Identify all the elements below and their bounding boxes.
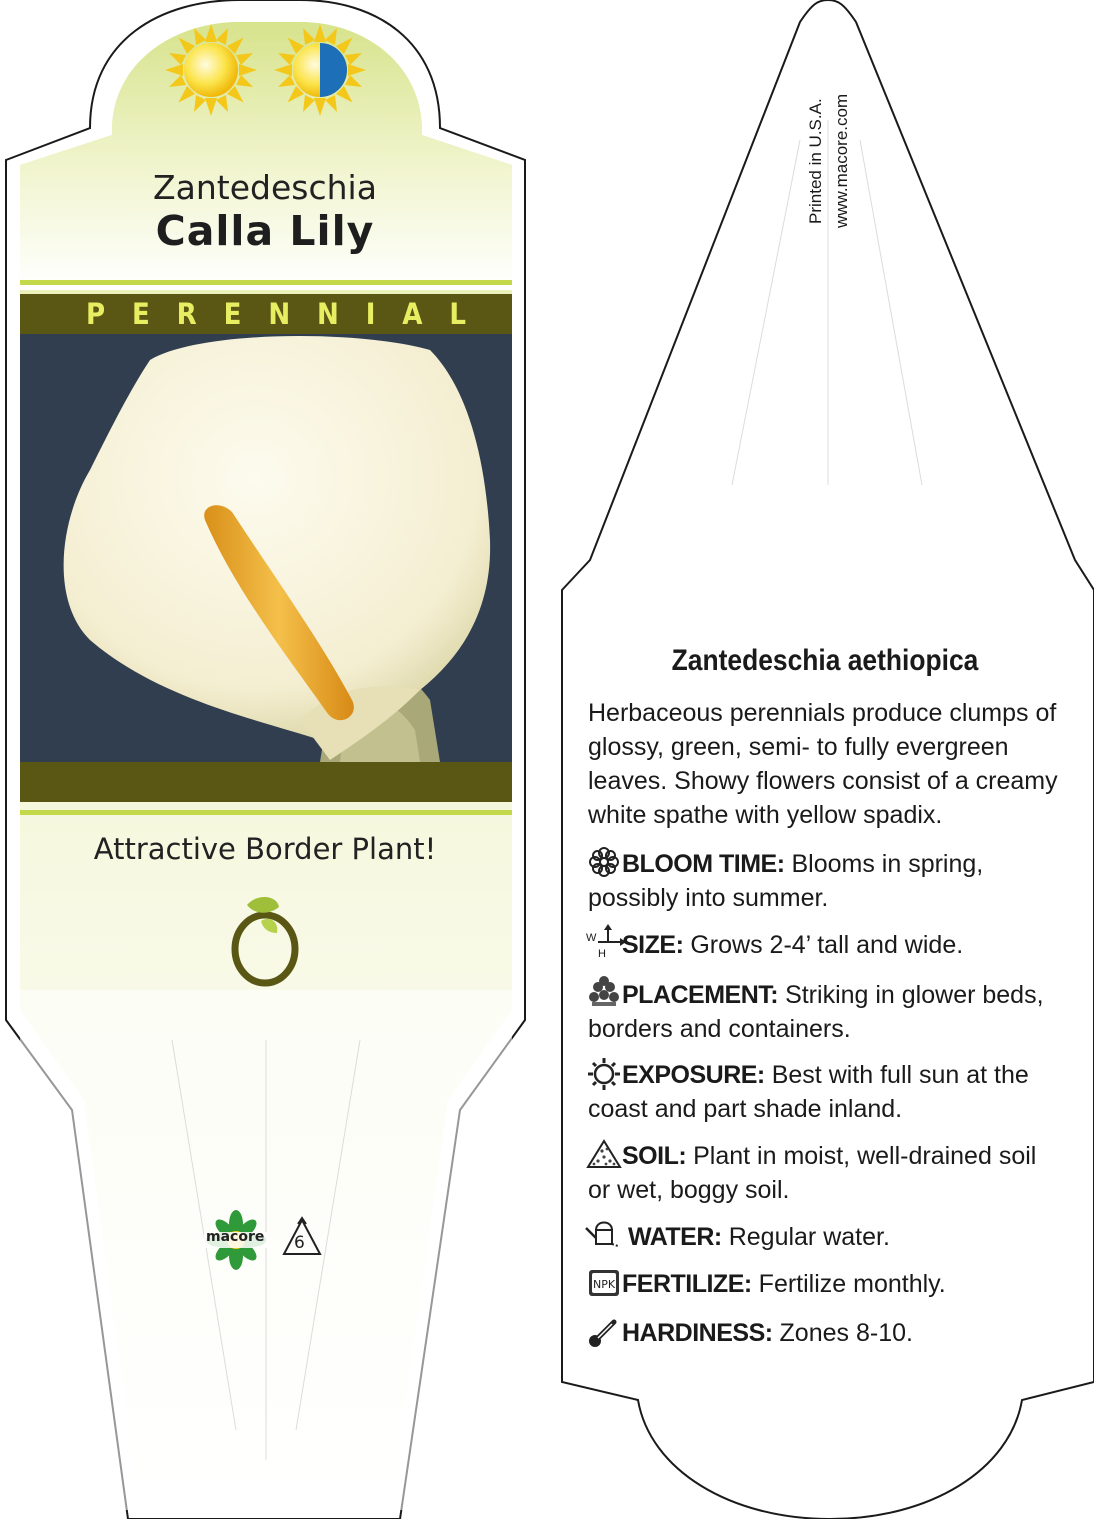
care-label: PLACEMENT:: [622, 981, 779, 1009]
care-label: FERTILIZE:: [622, 1270, 752, 1298]
care-text: Grows 2-4’ tall and wide.: [690, 931, 964, 959]
tagline: Attractive Border Plant!: [93, 832, 437, 866]
care-text: Regular water.: [728, 1223, 890, 1251]
care-text: Fertilize monthly.: [758, 1270, 946, 1298]
category-letter: N: [317, 297, 339, 331]
macore-logo-text: macore: [206, 1229, 265, 1245]
printed-in-label: Printed in U.S.A.: [806, 98, 825, 224]
care-text: Striking in glower beds, borders and containers.: [588, 981, 1044, 1043]
calla-lily-photo: [20, 334, 512, 762]
category-letter: R: [176, 297, 197, 331]
recycle-code: 6: [294, 1233, 305, 1253]
size-width-letter: W: [586, 932, 597, 945]
category-letter: N: [268, 297, 291, 331]
npk-label: NPK: [592, 1278, 616, 1291]
care-text: Blooms in spring, possibly into summer.: [588, 850, 984, 912]
part-sun-icon: [274, 24, 366, 116]
category-letter: I: [365, 297, 376, 331]
care-water: [588, 1220, 1058, 1254]
category-letter: E: [131, 297, 150, 331]
category-letter: A: [402, 297, 423, 331]
care-hardiness: [588, 1316, 1058, 1350]
care-text: Zones 8-10.: [779, 1319, 913, 1347]
care-label: WATER:: [628, 1223, 722, 1251]
size-height-letter: H: [598, 948, 606, 961]
care-text: Best with full sun at the coast and part shade inland.: [588, 1061, 1029, 1123]
botanical-name: Zantedeschia aethiopica: [671, 644, 979, 677]
care-label: EXPOSURE:: [622, 1061, 765, 1089]
care-text: Plant in moist, well-drained soil or wet, boggy soil.: [588, 1142, 1037, 1204]
genus-name: Zantedeschia: [153, 168, 377, 207]
care-fertilize: [588, 1267, 1058, 1301]
care-label: HARDINESS:: [622, 1319, 773, 1347]
description: Herbaceous perennials produce clumps of glossy, green, semi- to fully evergreen leaves. Showy flowers consist of a creamy white spathe with yellow spadix.: [588, 699, 1058, 829]
website-label: www.macore.com: [832, 93, 851, 228]
category-letter: L: [449, 297, 466, 331]
care-exposure: [588, 1058, 1058, 1126]
category-letter: E: [223, 297, 242, 331]
common-name: Calla Lily: [155, 207, 375, 255]
category-band: [20, 294, 510, 334]
care-label: SOIL:: [622, 1142, 687, 1170]
care-label: BLOOM TIME:: [622, 850, 785, 878]
care-bloom-time: [588, 847, 1058, 915]
care-size: [588, 928, 1058, 962]
care-placement: [588, 978, 1058, 1046]
full-sun-icon: [165, 24, 257, 116]
category-letter: P: [86, 297, 106, 331]
care-soil: [588, 1139, 1058, 1207]
care-label: SIZE:: [622, 931, 684, 959]
